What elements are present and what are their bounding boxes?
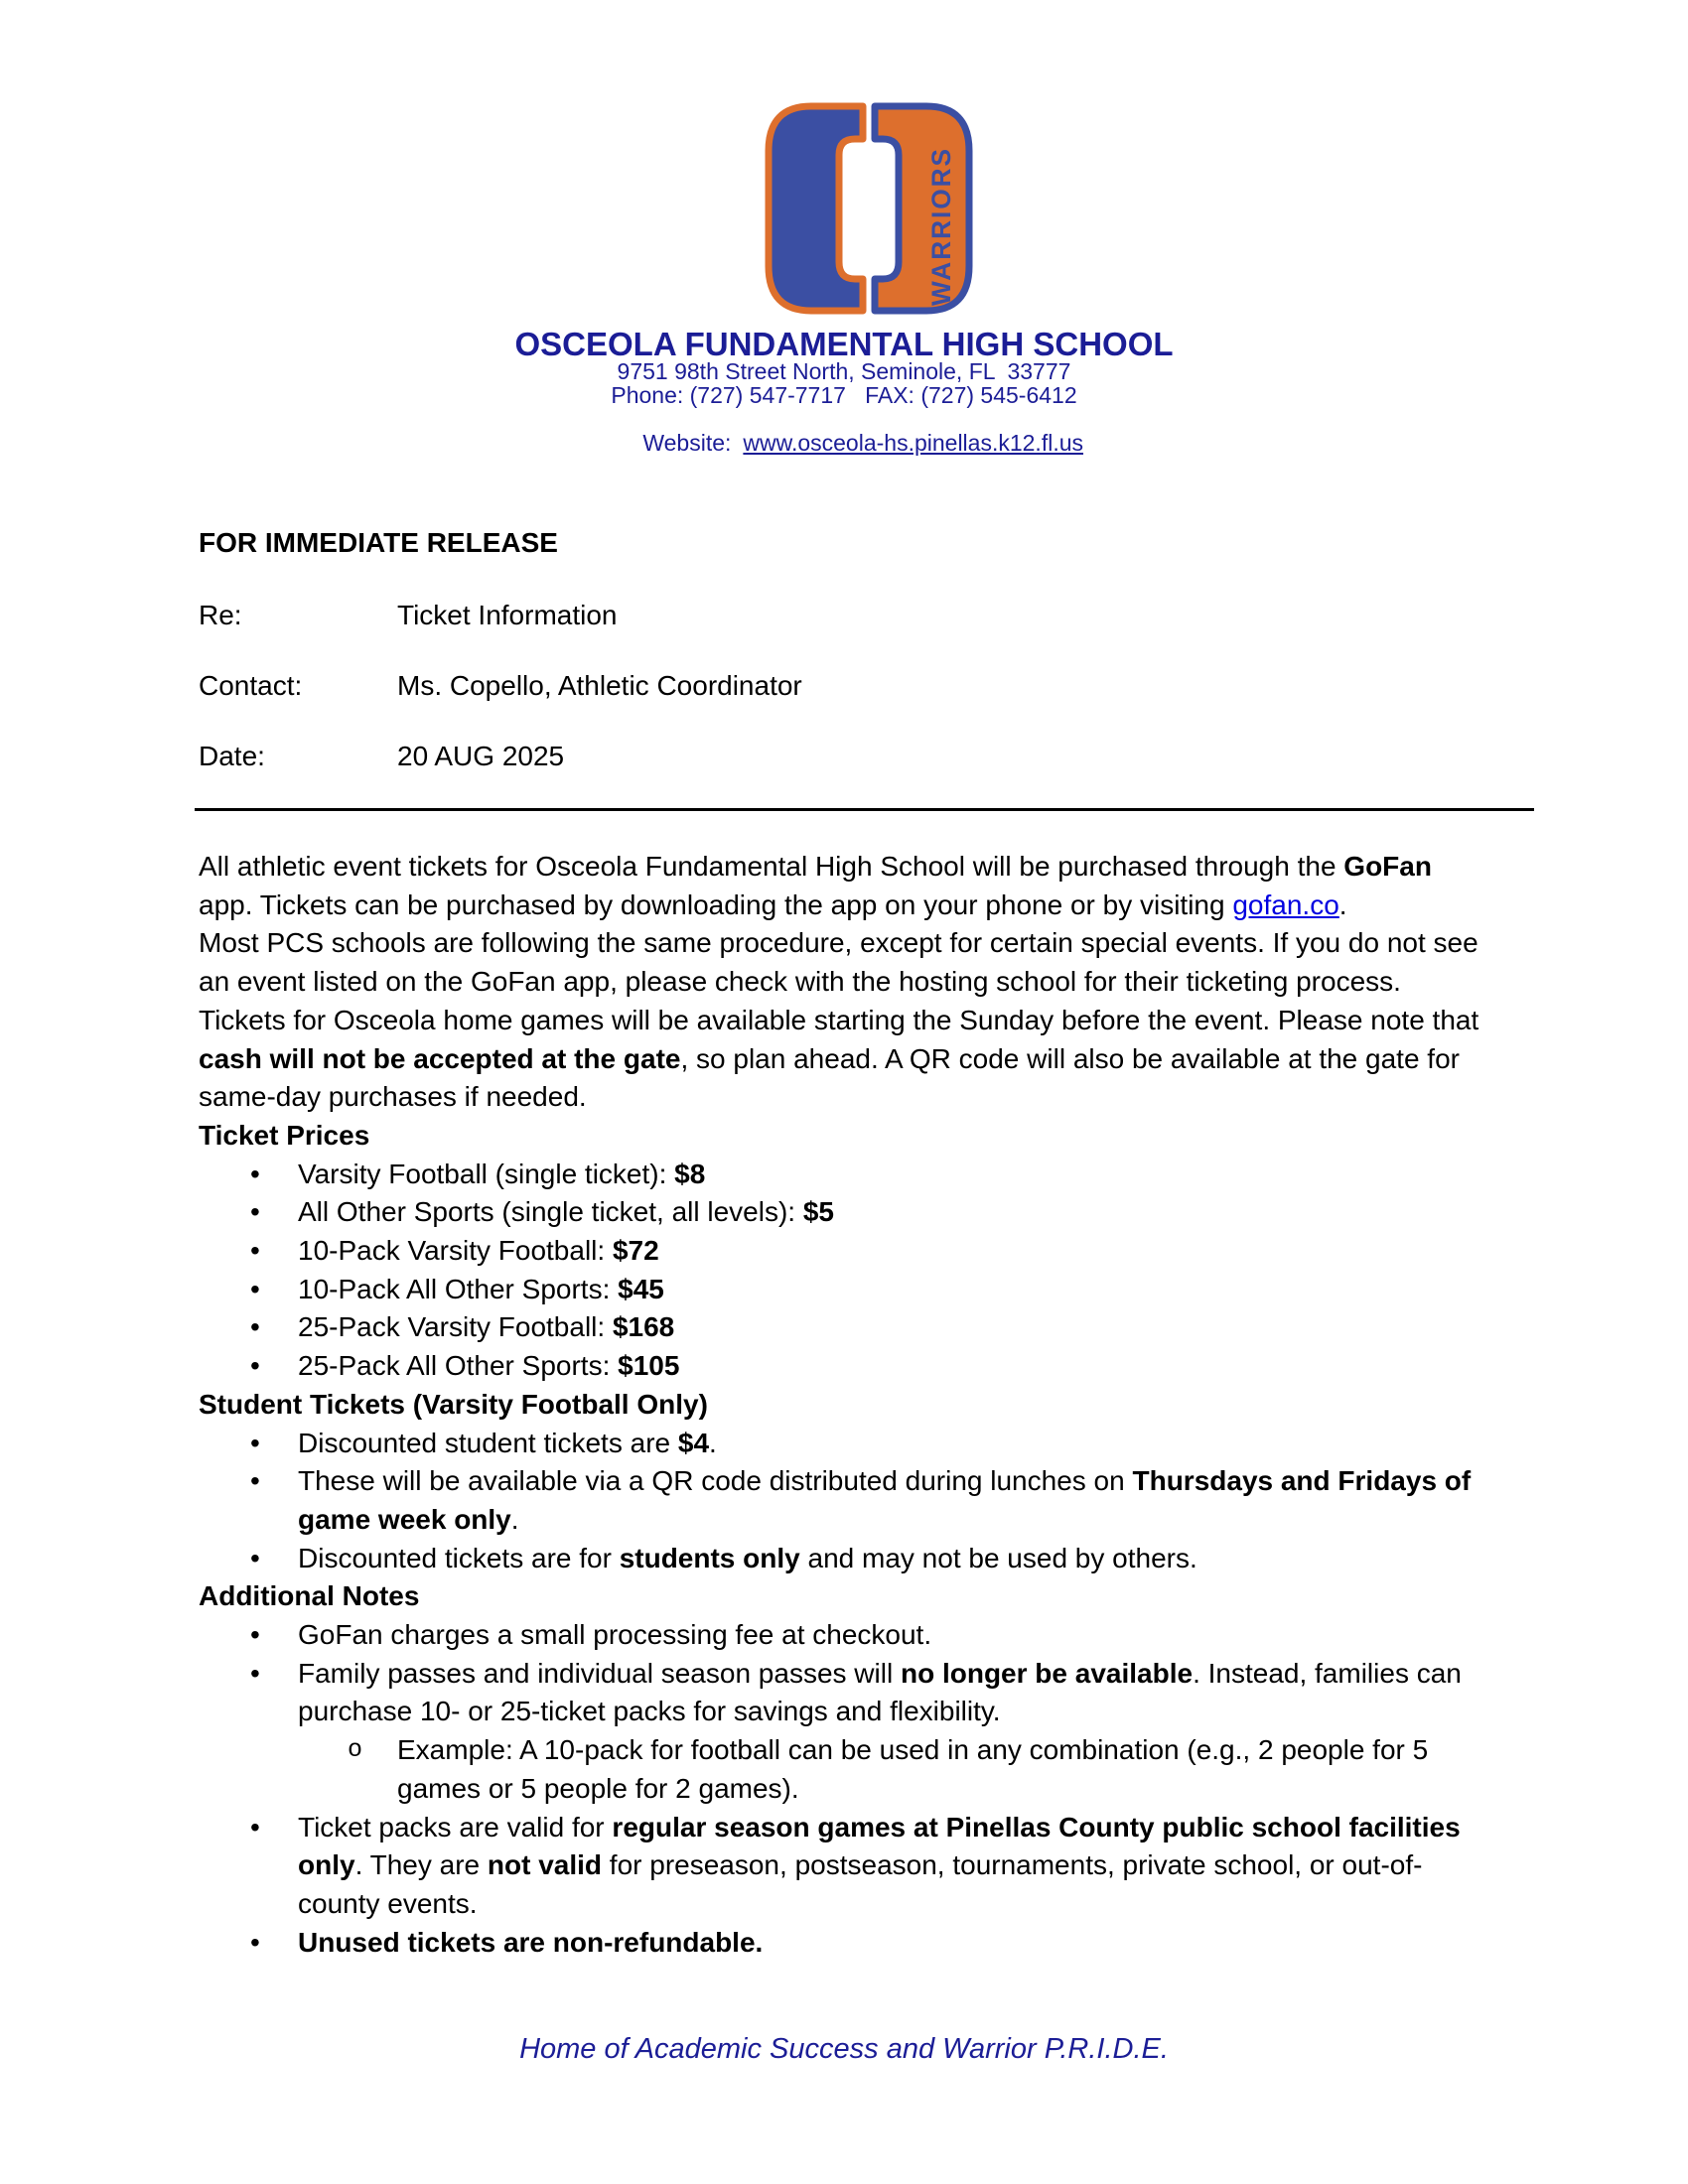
meta-value: Ms. Copello, Athletic Coordinator	[397, 670, 802, 701]
gofan-link[interactable]: gofan.co	[1232, 888, 1339, 920]
website-label: Website:	[642, 430, 732, 456]
meta-label: Re:	[199, 600, 242, 630]
warriors-o-logo	[760, 99, 978, 318]
divider-rule	[195, 808, 1534, 811]
meta-value: Ticket Information	[397, 600, 618, 630]
text-segment: .	[1338, 888, 1347, 920]
list-item	[199, 1809, 1489, 1924]
release-meta	[199, 597, 1489, 775]
text-segment: 10-Pack All Other Sports:	[298, 1273, 619, 1304]
text-segment: 25-Pack All Other Sports:	[298, 1350, 619, 1382]
text-segment: Discounted student tickets are	[298, 1427, 678, 1458]
text-segment: GoFan	[1343, 851, 1432, 882]
text-segment: Unused tickets are non-refundable.	[298, 1926, 764, 1958]
school-motto: Home of Academic Success and Warrior P.R.I.D.E.	[519, 2033, 1169, 2065]
list-item	[199, 1924, 1489, 1963]
letterhead	[0, 99, 1688, 478]
list-item	[199, 1156, 1489, 1194]
text-segment: $8	[674, 1158, 706, 1189]
section-heading-ticket-prices: Ticket Prices	[199, 1119, 370, 1151]
school-logo	[760, 99, 978, 318]
list-item	[199, 1616, 1489, 1655]
section-heading-additional-notes: Additional Notes	[199, 1580, 420, 1612]
text-segment: Ticket packs are valid for	[298, 1811, 613, 1843]
list-item	[199, 1308, 1489, 1347]
student-tickets-list	[199, 1425, 1489, 1578]
meta-row-re	[199, 597, 1489, 634]
meta-label: Date:	[199, 741, 265, 771]
meta-label: Contact:	[199, 670, 303, 701]
intro-paragraph	[199, 1002, 1489, 1117]
list-item	[199, 1655, 1489, 1731]
logo-warriors-text: WARRIORS	[926, 142, 956, 306]
text-segment: and may not be used by others.	[799, 1542, 1197, 1573]
text-segment: no longer be available	[900, 1657, 1194, 1689]
text-segment: . Instead, families can purchase 10- or 25-ticket packs for savings and flexibility.	[298, 1657, 1462, 1727]
release-banner: FOR IMMEDIATE RELEASE	[199, 527, 558, 558]
text-segment: for preseason, postseason, tournaments, private school, or out-of-county events.	[298, 1849, 1423, 1919]
website-link[interactable]: www.osceola-hs.pinellas.k12.fl.us	[743, 430, 1083, 456]
text-segment: regular season games at Pinellas County public school facilities only	[298, 1811, 1461, 1881]
text-segment: All Other Sports (single ticket, all levels):	[298, 1196, 803, 1228]
list-item	[199, 1347, 1489, 1386]
additional-notes-list	[199, 1616, 1489, 1962]
text-segment: $105	[618, 1350, 680, 1382]
meta-row-date	[199, 738, 1489, 775]
text-segment: These will be available via a QR code distributed during lunches on	[298, 1465, 1133, 1497]
school-phone-fax: Phone: (727) 547-7717 FAX: (727) 545-6412	[611, 382, 1077, 408]
list-item	[199, 1540, 1489, 1578]
list-item	[199, 1271, 1489, 1309]
text-segment: Thursdays and Fridays of game week only	[298, 1465, 1472, 1535]
list-item	[199, 1425, 1489, 1463]
text-segment: $45	[618, 1273, 664, 1304]
text-segment: Example: A 10-pack for football can be used in any combination (e.g., 2 people for 5 games or 5 people for 2 games).	[397, 1734, 1429, 1804]
intro-paragraph	[199, 848, 1489, 924]
text-segment: 10-Pack Varsity Football:	[298, 1235, 613, 1267]
text-segment: not valid	[487, 1849, 603, 1881]
text-segment: All athletic event tickets for Osceola Fundamental High School will be purchased through the	[199, 851, 1344, 882]
school-name: OSCEOLA FUNDAMENTAL HIGH SCHOOL	[514, 326, 1174, 362]
text-segment: , so plan ahead. A QR code will also be available at the gate for same-day purchases if needed.	[199, 1042, 1460, 1113]
text-segment: Family passes and individual season passes will	[298, 1657, 901, 1689]
text-segment: $72	[612, 1235, 659, 1267]
text-segment: $5	[802, 1196, 834, 1228]
text-segment: . They are	[354, 1849, 488, 1881]
intro-paragraph	[199, 924, 1489, 1001]
document-body	[199, 848, 1489, 1962]
list-item	[199, 1193, 1489, 1232]
text-segment: Varsity Football (single ticket):	[298, 1158, 675, 1189]
text-segment: $4	[677, 1427, 710, 1458]
text-segment: .	[510, 1503, 519, 1535]
text-segment: Discounted tickets are for	[298, 1542, 620, 1573]
text-segment: .	[709, 1427, 717, 1458]
text-segment: 25-Pack Varsity Football:	[298, 1311, 613, 1343]
text-segment: GoFan charges a small processing fee at checkout.	[298, 1619, 932, 1651]
sub-list-item	[199, 1731, 1489, 1808]
text-segment: app. Tickets can be purchased by downloading the app on your phone or by visiting	[199, 888, 1233, 920]
logo-left-half	[769, 106, 863, 311]
meta-row-contact	[199, 667, 1489, 705]
meta-value: 20 AUG 2025	[397, 741, 565, 771]
school-website-line	[0, 407, 1688, 478]
text-segment: Tickets for Osceola home games will be available starting the Sunday before the event. Please note that	[199, 1004, 1479, 1035]
ticket-prices-list	[199, 1156, 1489, 1386]
list-item	[199, 1232, 1489, 1271]
text-segment: $168	[612, 1311, 675, 1343]
text-segment: cash will not be accepted at the gate	[199, 1042, 681, 1074]
school-address: 9751 98th Street North, Seminole, FL 33777	[617, 358, 1071, 384]
text-segment: students only	[619, 1542, 800, 1573]
text-segment: Most PCS schools are following the same procedure, except for certain special events. If you do not see an event listed on the GoFan app, please check with the hosting school for their ticketing process.	[199, 927, 1478, 998]
section-heading-student-tickets: Student Tickets (Varsity Football Only)	[199, 1388, 708, 1420]
list-item	[199, 1462, 1489, 1539]
